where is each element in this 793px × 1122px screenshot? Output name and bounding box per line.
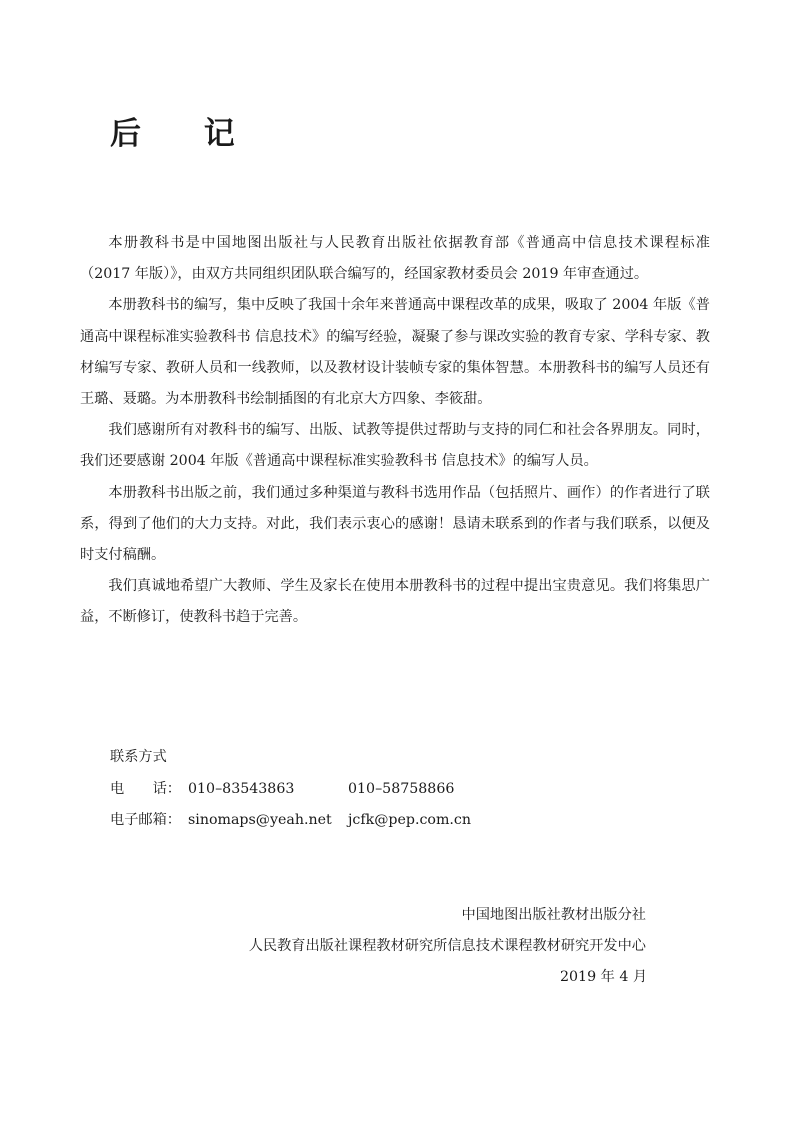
phone-label: 电 话： xyxy=(110,780,181,797)
page-title: 后 记 xyxy=(110,116,261,152)
paragraph-4: 本册教科书出版之前，我们通过多种渠道与教科书选用作品（包括照片、画作）的作者进行了联系，得到了他们的大力支持。对此，我们表示衷心的感谢！恳请未联系到的作者与我们联系，以便及时支付稿酬。 xyxy=(80,484,710,564)
signature-block xyxy=(249,900,646,993)
contact-heading: 联系方式 xyxy=(110,749,167,765)
signature-org-2: 人民教育出版社课程教材研究所信息技术课程教材研究开发中心 xyxy=(248,938,646,954)
email-address-2: jcfk@pep.com.cn xyxy=(348,812,471,828)
body-text xyxy=(80,228,710,634)
contact-section xyxy=(110,742,471,837)
signature-date-row xyxy=(249,962,646,993)
paragraph-5: 我们真诚地希望广大教师、学生及家长在使用本册教科书的过程中提出宝贵意见。我们将集思广益，不断修订，使教科书趋于完善。 xyxy=(80,578,710,626)
signature-date: 2019 年 4 月 xyxy=(560,969,648,985)
email-label: 电子邮箱： xyxy=(110,812,181,828)
paragraph-2: 本册教科书的编写，集中反映了我国十余年来普通高中课程改革的成果，吸取了 2004 年版《普通高中课程标准实验教科书 信息技术》的编写经验，凝聚了参与课改实验的教育专家、学科专家、教材编写专家、教研人员和一线教师，以及教材设计装帧专家的集体智慧。本册教科书的编写人员还有王璐、聂璐。为本册教科书绘制插图的有北京大方四象、李筱甜。 xyxy=(80,297,710,408)
phone-row xyxy=(110,774,471,806)
paragraph-1: 本册教科书是中国地图出版社与人民教育出版社依据教育部《普通高中信息技术课程标准（2017 年版）》，由双方共同组织团队联合编写的，经国家教材委员会 2019 年审查通过。 xyxy=(80,235,710,283)
email-row xyxy=(110,805,471,837)
signature-org-1: 中国地图出版社教材出版分社 xyxy=(461,907,646,923)
email-address-1: sinomaps@yeah.net xyxy=(188,812,332,828)
paragraph-3: 我们感谢所有对教科书的编写、出版、试教等提供过帮助与支持的同仁和社会各界朋友。同时，我们还要感谢 2004 年版《普通高中课程标准实验教科书 信息技术》的编写人员。 xyxy=(80,422,710,470)
phone-number-2: 010–58758866 xyxy=(348,780,455,797)
phone-number-1: 010–83543863 xyxy=(188,780,295,797)
